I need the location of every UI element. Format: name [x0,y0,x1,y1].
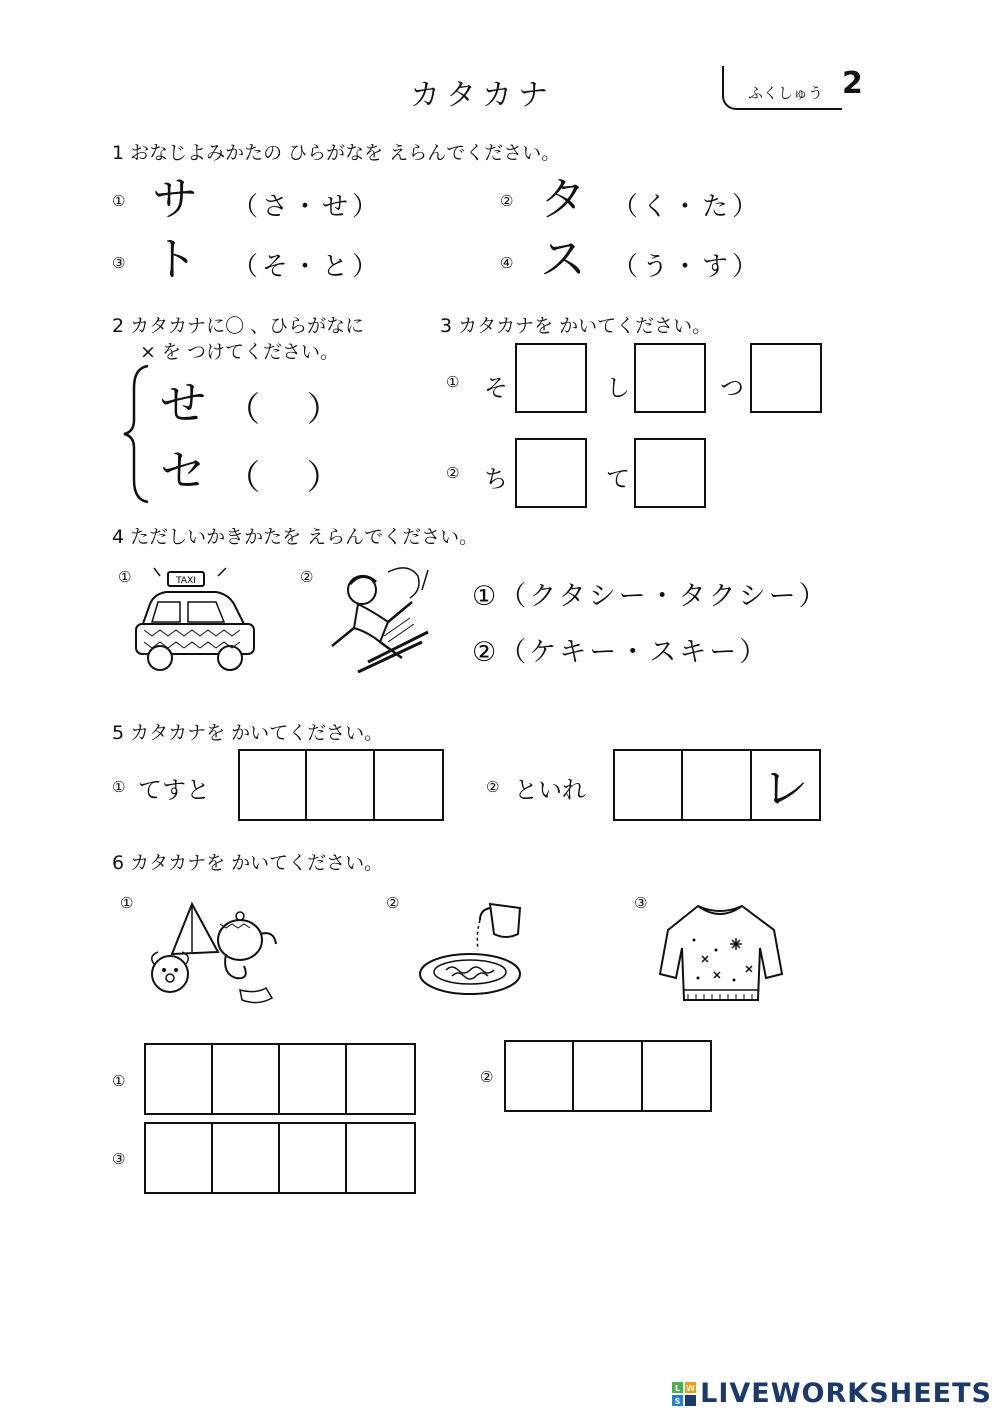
q5-item1-box1[interactable] [240,751,307,819]
q3-row2-box2[interactable] [634,438,706,508]
liveworksheets-logo-icon [672,1382,696,1406]
q5-item1-box3[interactable] [375,751,442,819]
q5-item2-answer-boxes [613,749,821,821]
q1-item2-kana: タ [540,172,586,226]
circus-illustration-icon [140,894,280,1014]
q5-item2-box1[interactable] [615,751,683,819]
liveworksheets-brand-text: LIVEWORKSHEETS [700,1378,992,1409]
q1-item4-num: ④ [500,254,514,272]
q5-item1-box2[interactable] [307,751,374,819]
brace-icon [122,364,152,504]
q5-instruction: 5 カタカナを かいてください。 [112,722,384,744]
svg-text:L: L [675,1383,681,1393]
review-label: ふくしゅう [748,84,824,102]
q1-item1-options[interactable]: （さ・せ） [232,192,383,222]
q3-row1-kana3: つ [720,374,744,402]
q1-item3-options[interactable]: （そ・と） [232,252,383,282]
q6-instruction: 6 カタカナを かいてください。 [112,852,384,874]
q1-item2-num: ② [500,192,514,210]
page-title: カタカナ [410,78,554,113]
q2-item1-paren[interactable]: （ ） [226,390,359,430]
skier-illustration-icon [318,562,438,678]
q6-pic2-num: ② [386,894,400,912]
q4-instruction: 4 ただしいかきかたを えらんでください。 [112,526,479,548]
q6-pic3-num: ③ [634,894,648,912]
q3-row2-box1[interactable] [515,438,587,508]
q2-item1-kana: せ [160,376,206,430]
q6-row2-num: ② [480,1068,494,1086]
q6-row2-box1[interactable] [506,1042,574,1110]
q6-row3-box1[interactable] [146,1124,213,1192]
q1-item4-kana: ス [540,232,586,286]
q4-img2-num: ② [300,568,314,586]
q2-instruction-line1: 2 カタカナに〇 、ひらがなに [112,315,365,337]
review-number: 2 [842,66,863,101]
q3-row1-num: ① [446,373,460,391]
q2-item2-kana: セ [160,444,206,498]
q5-item1-word: てすと [138,776,210,804]
q3-row1-box1[interactable] [515,343,587,413]
q5-item1-num: ① [112,778,126,796]
q3-row1-kana1: そ [484,374,508,402]
q5-item2-word: といれ [514,776,586,804]
q6-row2-box2[interactable] [574,1042,642,1110]
q3-row2-kana1: ち [484,465,508,493]
q6-row3-box3[interactable] [280,1124,347,1192]
q5-item2-box2[interactable] [683,751,751,819]
sweater-illustration-icon [654,900,788,1010]
q5-item2-box3: レ [762,761,809,815]
taxi-sign-label: TAXI [176,576,196,586]
q6-row1-box2[interactable] [213,1045,280,1113]
q6-row2-box3[interactable] [643,1042,710,1110]
q6-row1-box3[interactable] [280,1045,347,1113]
q4-choice2[interactable]: ②（ケキー・スキー） [472,637,770,668]
q2-instruction-line2: × を つけてください。 [140,341,339,363]
q1-item3-num: ③ [112,254,126,272]
liveworksheets-brand [672,1378,992,1409]
svg-text:S: S [674,1396,681,1406]
q6-pic1-num: ① [120,894,134,912]
q6-row1-num: ① [112,1072,126,1090]
q1-instruction: 1 おなじよみかたの ひらがなを えらんでください。 [112,142,561,164]
pasta-sauce-illustration-icon [414,894,534,1004]
q6-row3-num: ③ [112,1150,126,1168]
q6-row1-box4[interactable] [347,1045,414,1113]
q6-row1-answer-boxes [144,1043,416,1115]
q6-row1-box1[interactable] [146,1045,213,1113]
q4-img1-num: ① [118,568,132,586]
q3-row2-num: ② [446,464,460,482]
q3-row1-box2[interactable] [634,343,706,413]
q1-item2-options[interactable]: （く・た） [612,192,763,222]
q1-item1-num: ① [112,192,126,210]
q3-row2-kana2: て [606,465,630,493]
q6-row3-box2[interactable] [213,1124,280,1192]
q1-item1-kana: サ [152,172,198,226]
q3-row1-box3[interactable] [750,343,822,413]
q4-choice1[interactable]: ①（クタシー・タクシー） [472,581,829,612]
q3-row1-kana2: し [606,374,630,402]
q1-item4-options[interactable]: （う・す） [612,252,763,282]
taxi-illustration-icon [130,562,260,674]
svg-text:W: W [686,1383,696,1393]
q6-row3-box4[interactable] [347,1124,414,1192]
q5-item1-answer-boxes [238,749,444,821]
q1-item3-kana: ト [152,232,198,286]
q6-row2-answer-boxes [504,1040,712,1112]
q6-row3-answer-boxes [144,1122,416,1194]
q3-instruction: 3 カタカナを かいてください。 [440,315,712,337]
q2-item2-paren[interactable]: （ ） [226,458,359,498]
q5-item2-num: ② [486,778,500,796]
